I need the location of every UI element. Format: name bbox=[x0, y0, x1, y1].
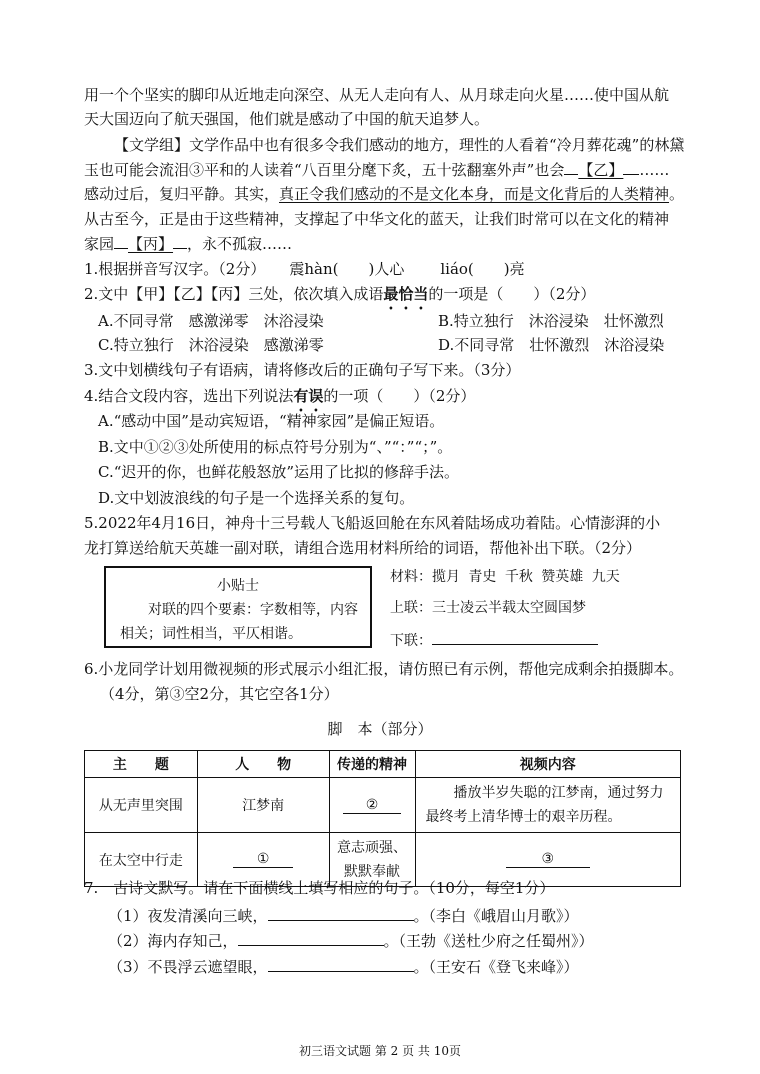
table-header-row bbox=[85, 751, 681, 778]
question-2: 2.文中【甲】【乙】【丙】三处，依次填入成语最恰当的一项是（ ）（2分） bbox=[84, 285, 596, 303]
emphasis-word: 最恰当 bbox=[383, 285, 429, 303]
couplet-upper: 上联：三士凌云半载太空圆国梦 bbox=[390, 600, 586, 616]
literature-line-1: 【文学组】文学作品中也有很多令我们感动的地方，理性的人看着“冷月葬花魂”的林黛 bbox=[114, 136, 685, 154]
cell-spirit bbox=[329, 778, 415, 833]
couplet-materials: 材料：揽月 青史 千秋 赞英雄 九天 bbox=[390, 569, 620, 585]
question-7: 7. 古诗文默写。请在下面横线上填写相应的句子。（10分，每空1分） bbox=[84, 879, 555, 897]
q2-option-c: C.特立独行 沐浴浸染 感激涕零 bbox=[98, 336, 324, 354]
tips-title: 小贴士 bbox=[217, 578, 259, 594]
q2-option-a: A.不同寻常 感激涕零 沐浴浸染 bbox=[98, 312, 324, 330]
cell-spirit: 意志顽强、默默奉献 bbox=[329, 833, 415, 887]
page-footer: 初三语文试题 第 2 页 共 10页 bbox=[299, 1044, 461, 1058]
blank-yi: 【乙】 bbox=[578, 161, 624, 179]
q4-option-b: B.文中①②③处所使用的标点符号分别为“、”“：”“；”。 bbox=[98, 438, 453, 456]
poem-line-3: （3）不畏浮云遮望眼， 。（王安石《登飞来峰》） bbox=[108, 955, 708, 978]
question-1: 1.根据拼音写汉字。（2分） 震hàn( )人心 liáo( )亮 bbox=[84, 260, 525, 278]
header-person: 人 物 bbox=[197, 751, 329, 778]
header-spirit: 传递的精神 bbox=[329, 751, 415, 778]
cell-theme: 在太空中行走 bbox=[85, 833, 198, 887]
blank-bing: 【丙】 bbox=[128, 235, 174, 253]
cell-theme: 从无声里突围 bbox=[85, 778, 198, 833]
q4-option-c: C.“迟开的你，也鲜花般怒放”运用了比拟的修辞手法。 bbox=[98, 463, 460, 481]
q2-option-d: D.不同寻常 壮怀激烈 沐浴浸染 bbox=[438, 336, 665, 354]
blank-2: ② bbox=[343, 797, 401, 814]
cell-content: 播放半岁失聪的江梦南，通过努力最终考上清华博士的艰辛历程。 bbox=[415, 778, 681, 833]
answer-blank bbox=[623, 158, 639, 175]
header-content: 视频内容 bbox=[415, 751, 681, 778]
answer-blank bbox=[173, 232, 187, 249]
script-table bbox=[84, 750, 681, 887]
intro-line-1: 用一个个坚实的脚印从近地走向深空、从无人走向有人、从月球走向火星……使中国从航 bbox=[84, 86, 670, 104]
literature-line-5: 家园 【丙】 ，永不孤寂…… bbox=[84, 232, 684, 255]
pinyin-item-1: 震hàn( )人心 bbox=[289, 260, 405, 278]
underlined-sentence: 真正令我们感动的不是文化本身，而是文化背后的人类精神 bbox=[279, 185, 670, 203]
answer-blank bbox=[238, 929, 384, 946]
question-5-line-2: 龙打算送给航天英雄一副对联，请组合选用材料所给的词语，帮他补出下联。（2分） bbox=[84, 539, 642, 557]
blank-3: ③ bbox=[506, 851, 590, 868]
literature-line-2: 玉也可能会流泪③平和的人读着“八百里分麾下炙，五十弦翻塞外声”也会 【乙】 …… bbox=[84, 158, 684, 181]
intro-line-2: 天大国迈向了航天强国，他们就是感动了中国的航天追梦人。 bbox=[84, 110, 490, 128]
question-3: 3.文中划横线句子有语病，请将修改后的正确句子写下来。（3分） bbox=[84, 361, 521, 379]
answer-blank bbox=[432, 628, 598, 645]
answer-blank bbox=[268, 955, 414, 972]
answer-blank bbox=[564, 158, 578, 175]
emphasis-word: 有误 bbox=[293, 387, 324, 405]
question-5-line-1: 5.2022年4月16日，神舟十三号载人飞船返回舱在东风着陆场成功着陆。心情澎湃的小 bbox=[84, 514, 661, 532]
tips-body: 对联的四个要素：字数相等，内容相关；词性相当，平仄相谐。 bbox=[120, 602, 358, 642]
answer-blank bbox=[268, 904, 414, 921]
q4-option-a: A.“感动中国”是动宾短语，“精神家园”是偏正短语。 bbox=[98, 412, 445, 430]
script-table-title: 脚 本（部分） bbox=[327, 720, 433, 738]
question-4: 4.结合文段内容，选出下列说法有误的一项（ ）（2分） bbox=[84, 387, 476, 405]
blank-1: ① bbox=[233, 851, 293, 868]
header-theme: 主 题 bbox=[85, 751, 198, 778]
question-6-line-1: 6.小龙同学计划用微视频的形式展示小组汇报，请仿照已有示例，帮他完成剩余拍摄脚本。 bbox=[84, 660, 684, 678]
pinyin-item-2: liáo( )亮 bbox=[440, 260, 525, 278]
poem-line-1: （1）夜发清溪向三峡， 。（李白《峨眉山月歌》） bbox=[108, 904, 708, 927]
couplet-lower: 下联： bbox=[390, 628, 598, 652]
table-row bbox=[85, 778, 681, 833]
answer-blank bbox=[114, 232, 128, 249]
literature-line-3: 感动过后，复归平静。其实，真正令我们感动的不是文化本身，而是文化背后的人类精神。 bbox=[84, 185, 685, 203]
cell-person: 江梦南 bbox=[197, 778, 329, 833]
poem-line-2: （2）海内存知己， 。（王勃《送杜少府之任蜀州》） bbox=[108, 929, 708, 952]
q4-option-d: D.文中划波浪线的句子是一个选择关系的复句。 bbox=[98, 489, 415, 507]
tips-box bbox=[104, 566, 372, 648]
question-6-line-2: （4分，第③空2分，其它空各1分） bbox=[100, 685, 339, 703]
q2-option-b: B.特立独行 沐浴浸染 壮怀激烈 bbox=[438, 312, 664, 330]
literature-line-4: 从古至今，正是由于这些精神，支撑起了中华文化的蓝天，让我们时常可以在文化的精神 bbox=[84, 210, 670, 228]
